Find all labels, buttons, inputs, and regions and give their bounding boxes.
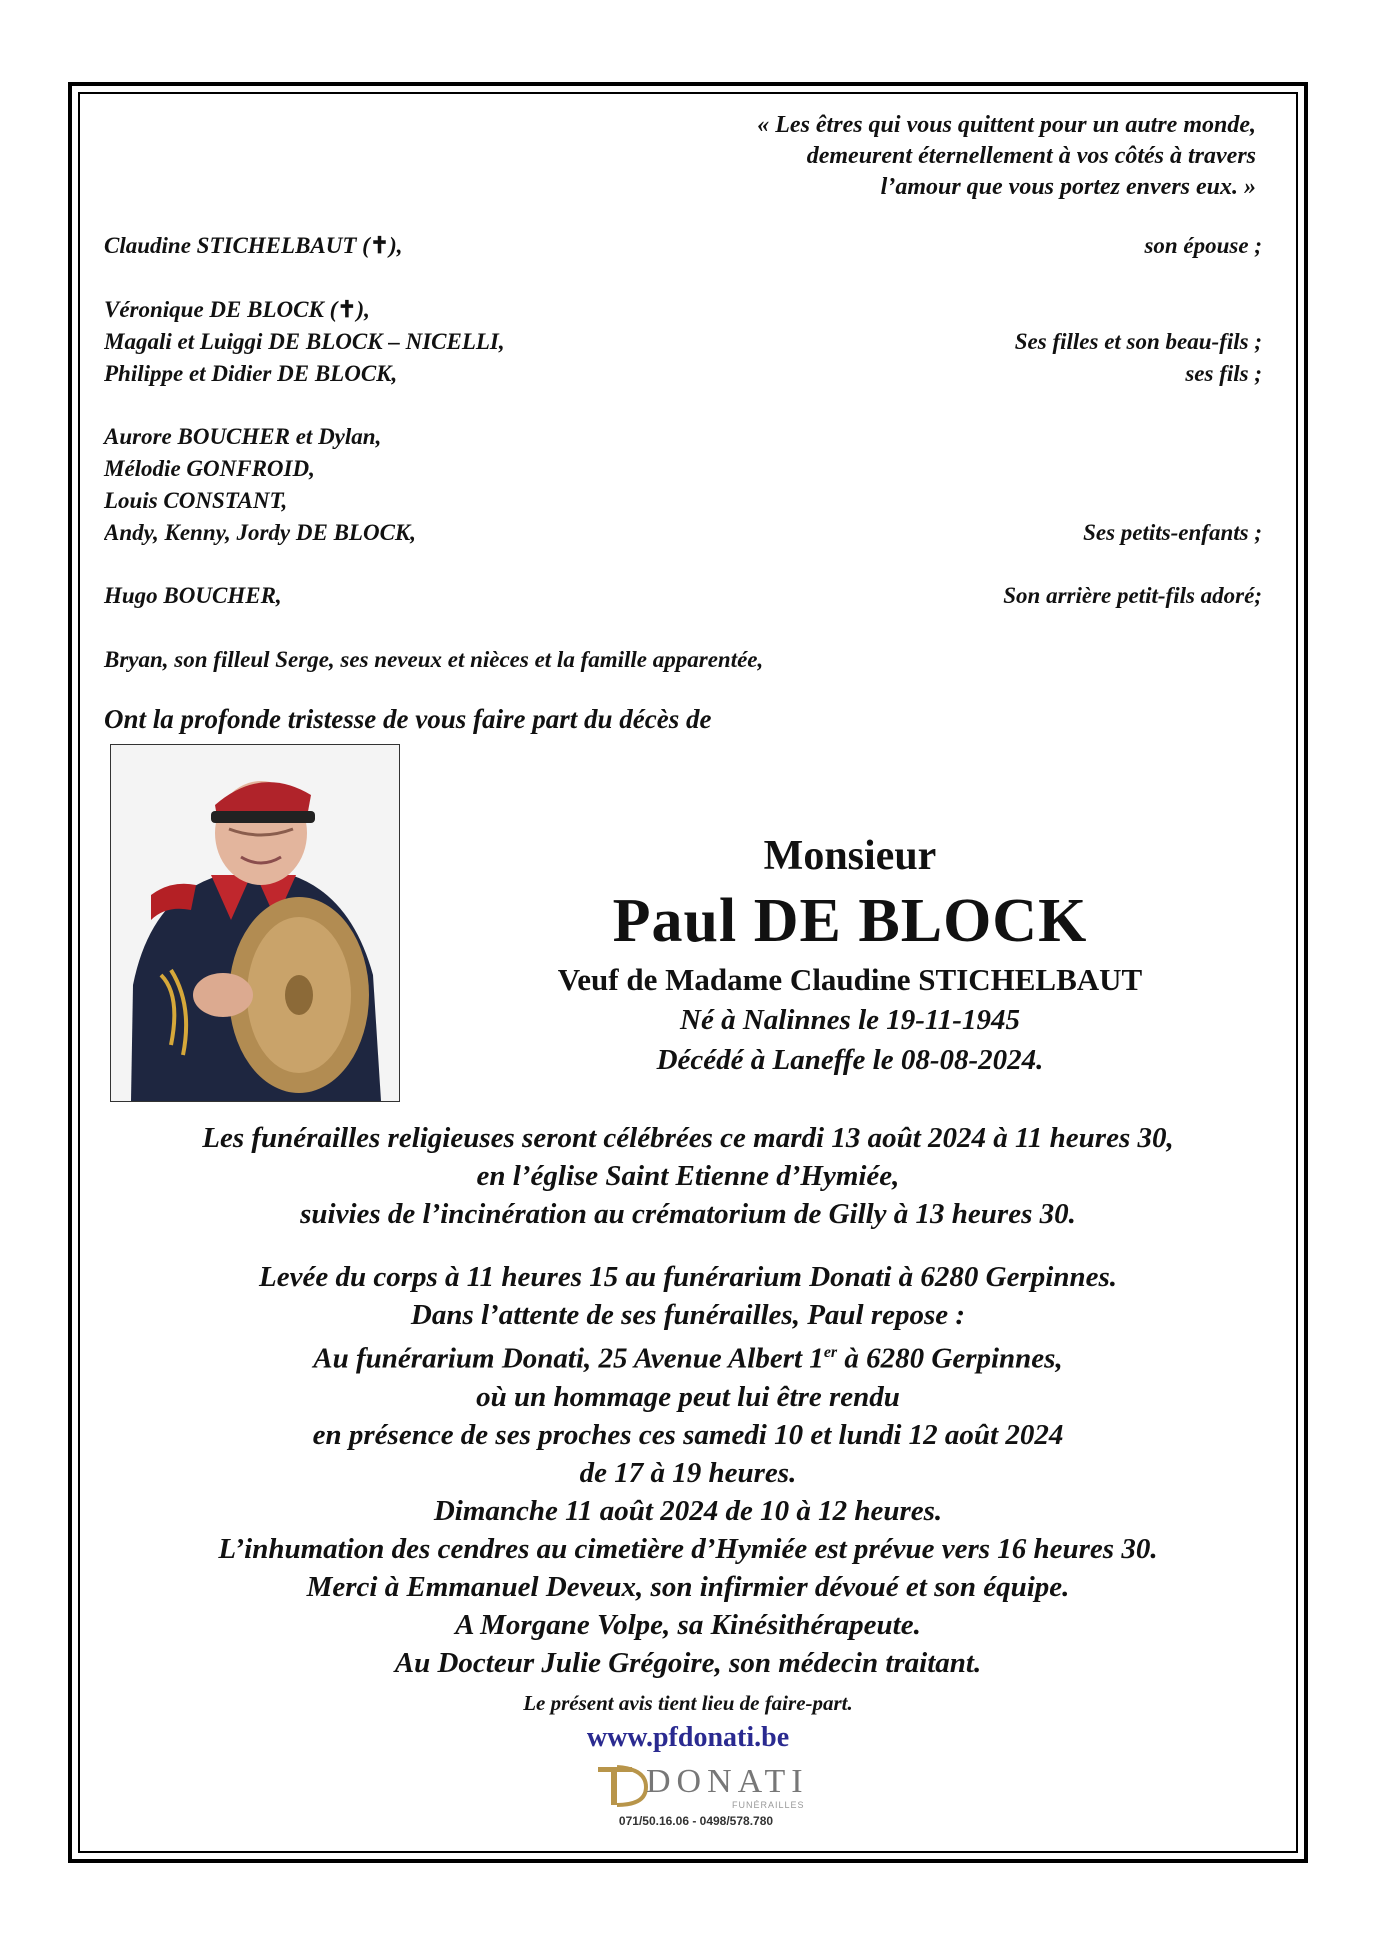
arrangements-block bbox=[90, 1258, 1286, 1682]
birth-death-block bbox=[500, 1000, 1200, 1080]
quote-line: l’amour que vous portez envers eux. » bbox=[880, 174, 1256, 200]
child-line bbox=[104, 294, 1262, 326]
deceased-name: Paul DE BLOCK bbox=[612, 887, 1088, 955]
widow-of-line: Veuf de Madame Claudine STICHELBAUT bbox=[557, 962, 1143, 997]
detail-line: Au Docteur Julie Grégoire, son médecin traitant. bbox=[394, 1646, 982, 1679]
donati-logo bbox=[582, 1759, 810, 1834]
address-text: Au funérarium Donati, 25 Avenue Albert 1 bbox=[313, 1342, 824, 1375]
funeral-line: suivies de l’incinération au crématorium de Gilly à 13 heures 30. bbox=[300, 1198, 1076, 1230]
cross-icon: ✝ bbox=[369, 233, 390, 258]
funeral-line: Les funérailles religieuses seront célébrées ce mardi 13 août 2024 à 11 heures 30, bbox=[202, 1122, 1174, 1154]
detail-line bbox=[90, 1334, 1286, 1378]
portrait-illustration bbox=[111, 745, 399, 1101]
detail-line: en présence de ses proches ces samedi 10 et lundi 12 août 2024 bbox=[312, 1418, 1064, 1451]
child-name: Philippe et Didier DE BLOCK, bbox=[104, 361, 398, 386]
great-grandchild-relation: Son arrière petit-fils adoré; bbox=[1003, 583, 1262, 608]
honorific: Monsieur bbox=[763, 833, 937, 879]
page-border bbox=[68, 82, 1308, 1863]
detail-line: Dimanche 11 août 2024 de 10 à 12 heures. bbox=[433, 1494, 943, 1527]
funeral-line: en l’église Saint Etienne d’Hymiée, bbox=[476, 1160, 900, 1192]
detail-line: A Morgane Volpe, sa Kinésithérapeute. bbox=[455, 1608, 921, 1641]
spouse-row bbox=[104, 230, 1262, 262]
child-name-suffix: ), bbox=[356, 297, 370, 322]
quote-line: « Les êtres qui vous quittent pour un autre monde, bbox=[757, 112, 1256, 138]
cross-icon: ✝ bbox=[337, 297, 357, 322]
epitaph-quote bbox=[757, 110, 1256, 203]
website-link[interactable]: www.pfdonati.be bbox=[586, 1722, 790, 1753]
ordinal-suffix: er bbox=[823, 1344, 838, 1361]
grandchildren-block bbox=[104, 421, 1262, 549]
detail-line: L’inhumation des cendres au cimetière d’Hymiée est prévue vers 16 heures 30. bbox=[218, 1532, 1158, 1565]
children-relation: Ses filles et son beau-fils ; bbox=[1014, 329, 1262, 354]
children-block bbox=[104, 294, 1262, 390]
sons-relation: ses fils ; bbox=[1185, 361, 1262, 386]
spouse-name-suffix: ), bbox=[389, 233, 403, 258]
grandchild-line: Aurore BOUCHER et Dylan, bbox=[104, 424, 382, 449]
spouse-name bbox=[104, 230, 403, 262]
notice-text: Le présent avis tient lieu de faire-part. bbox=[523, 1691, 853, 1715]
detail-line: de 17 à 19 heures. bbox=[579, 1456, 797, 1489]
birth-line: Né à Nalinnes le 19-11-1945 bbox=[680, 1004, 1020, 1036]
deceased-photo bbox=[110, 744, 400, 1102]
death-line: Décédé à Laneffe le 08-08-2024. bbox=[656, 1044, 1044, 1076]
child-name: Véronique DE BLOCK ( bbox=[104, 297, 338, 322]
detail-line: Levée du corps à 11 heures 15 au funérarium Donati à 6280 Gerpinnes. bbox=[259, 1261, 1117, 1293]
grandchild-line: Louis CONSTANT, bbox=[104, 488, 288, 513]
great-grandchild-row bbox=[104, 580, 1262, 612]
other-family-line: Bryan, son filleul Serge, ses neveux et nièces et la famille apparentée, bbox=[104, 647, 764, 672]
phone-numbers: 071/50.16.06 - 0498/578.780 bbox=[618, 1814, 774, 1828]
child-line bbox=[104, 326, 1262, 358]
grandchild-line bbox=[104, 517, 1262, 549]
detail-line: Dans l’attente de ses funérailles, Paul repose : bbox=[410, 1299, 966, 1331]
donati-monogram-icon bbox=[592, 1761, 648, 1809]
logo-wordmark: DONATI bbox=[646, 1763, 809, 1800]
child-name: Magali et Luiggi DE BLOCK – NICELLI, bbox=[104, 329, 505, 354]
address-text-end: à 6280 Gerpinnes, bbox=[837, 1342, 1063, 1375]
quote-line: demeurent éternellement à vos côtés à travers bbox=[806, 143, 1256, 169]
spouse-name-text: Claudine STICHELBAUT ( bbox=[104, 233, 370, 258]
child-line bbox=[104, 358, 1262, 390]
logo-subtitle: FUNÉRAILLES bbox=[732, 1800, 805, 1810]
great-grandchild-name: Hugo BOUCHER, bbox=[104, 583, 282, 608]
grandchild-line: Mélodie GONFROID, bbox=[104, 456, 315, 481]
grandchildren-relation: Ses petits-enfants ; bbox=[1083, 520, 1262, 545]
detail-line: où un hommage peut lui être rendu bbox=[476, 1380, 900, 1413]
spouse-relation: son épouse ; bbox=[1144, 233, 1262, 258]
inner-border bbox=[78, 92, 1298, 1853]
funeral-service-block bbox=[90, 1119, 1286, 1233]
grandchild-name: Andy, Kenny, Jordy DE BLOCK, bbox=[104, 520, 417, 545]
detail-line: Merci à Emmanuel Deveux, son infirmier dévoué et son équipe. bbox=[306, 1570, 1070, 1603]
announcement-intro: Ont la profonde tristesse de vous faire part du décès de bbox=[104, 704, 712, 734]
